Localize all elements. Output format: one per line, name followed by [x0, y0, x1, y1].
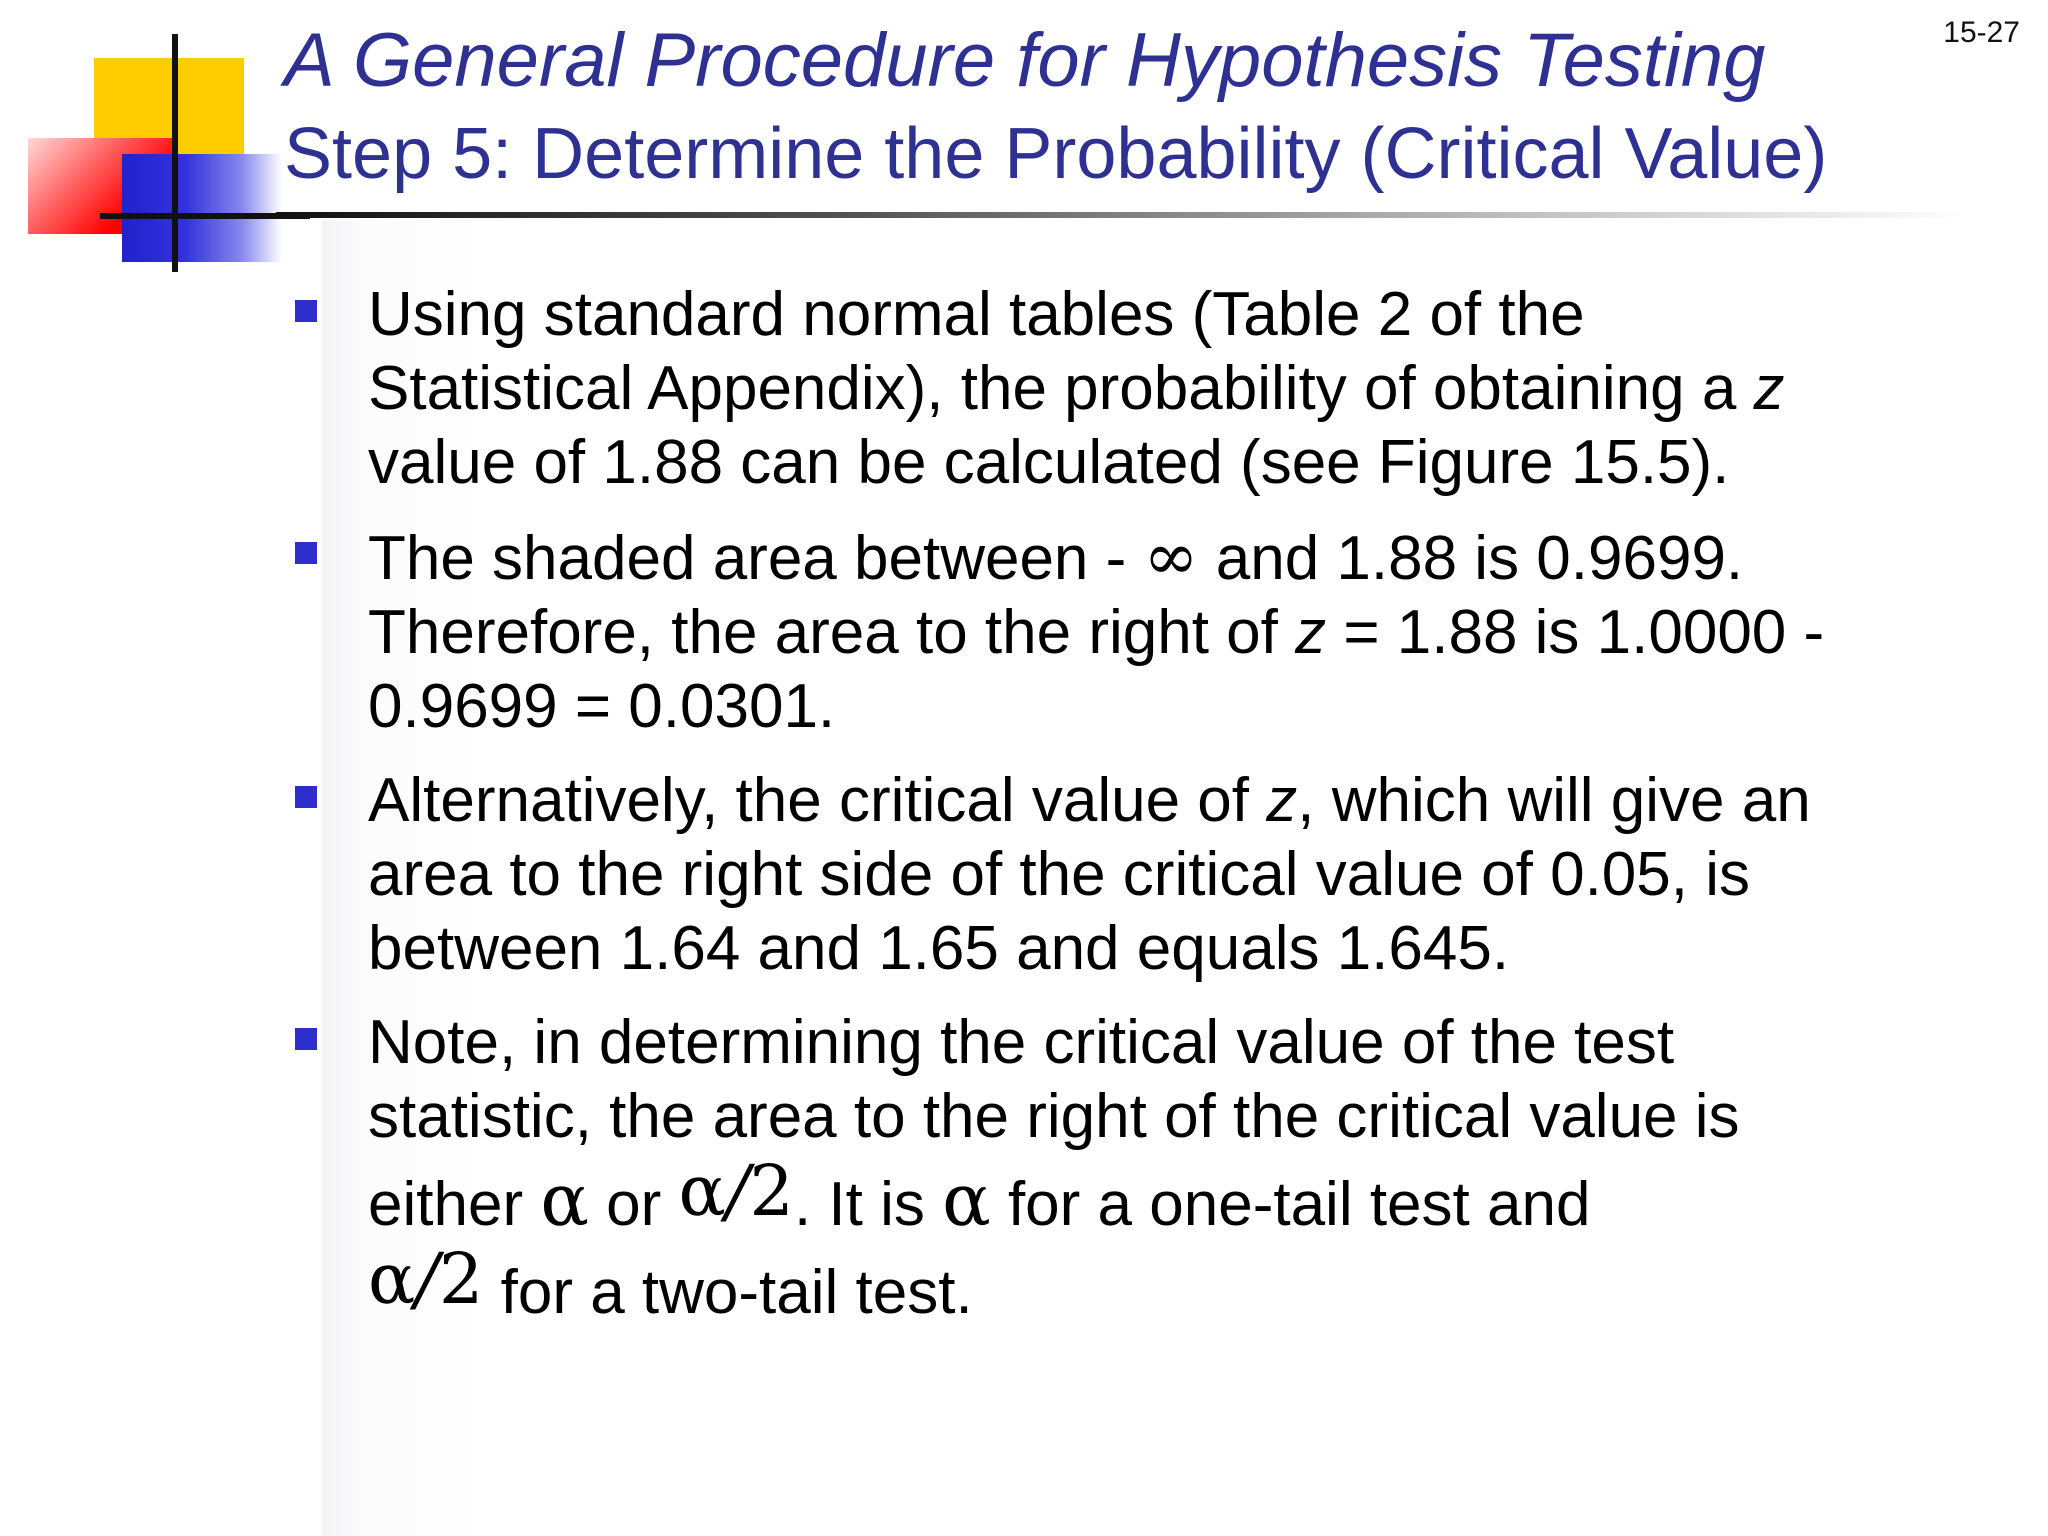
bullet-line: [368, 1150, 2020, 1242]
bullet-square-icon: [295, 786, 317, 808]
title-divider: [276, 212, 1966, 218]
z-variable: z: [1295, 598, 1327, 667]
text: value of 1.88 can be calculated (see Figure 15.5).: [368, 428, 1730, 497]
text: , which will give an: [1297, 766, 1811, 835]
text: = 1.88 is 1.0000 -: [1326, 598, 1825, 667]
fraction-denominator: 2: [749, 1150, 794, 1232]
z-variable: z: [1753, 354, 1785, 423]
slide-title: A General Procedure for Hypothesis Testing: [284, 18, 1766, 103]
text: Note, in determining the critical value of the test: [368, 1008, 1675, 1077]
alpha-symbol: α: [942, 1158, 991, 1242]
bullet-item: [290, 520, 2020, 744]
bullet-item: [290, 1006, 2020, 1330]
bullet-square-icon: [295, 1028, 317, 1050]
bullet-square-icon: [295, 300, 317, 322]
fraction-slash: /: [725, 1150, 750, 1232]
text: Alternatively, the critical value of: [368, 766, 1267, 835]
alpha-symbol: α: [368, 1238, 416, 1320]
text: and 1.88 is 0.9699.: [1198, 524, 1744, 593]
alpha-symbol: α: [678, 1150, 726, 1232]
bullet-list: [290, 278, 2020, 1350]
alpha-over-two: [368, 1238, 484, 1320]
text: 0.9699 = 0.0301.: [368, 672, 836, 741]
bullet-line: [368, 596, 2020, 670]
alpha-symbol: α: [540, 1158, 589, 1242]
alpha-over-two: [678, 1150, 794, 1232]
page-number: 15-27: [1943, 16, 2020, 49]
text: for a one-tail test and: [990, 1170, 1591, 1239]
bullet-line: [368, 278, 2020, 352]
bullet-square-icon: [295, 542, 317, 564]
bullet-line: [368, 1006, 2020, 1080]
bullet-line: [368, 1080, 2020, 1154]
text: Using standard normal tables (Table 2 of the: [368, 280, 1585, 349]
bullet-line: [368, 764, 2020, 838]
text: or: [588, 1170, 679, 1239]
fraction-slash: /: [415, 1238, 439, 1320]
z-variable: z: [1266, 766, 1298, 835]
text: Therefore, the area to the right of: [368, 598, 1296, 667]
text: The shaded area between -: [368, 524, 1144, 593]
text: Statistical Appendix), the probability of obtaining a: [368, 354, 1754, 423]
bullet-item: [290, 278, 2020, 500]
text: . It is: [793, 1170, 943, 1239]
text: statistic, the area to the right of the critical value is: [368, 1082, 1740, 1151]
text: area to the right side of the critical value of 0.05, is: [368, 840, 1750, 909]
bullet-line: [368, 670, 2020, 744]
bullet-line: [368, 912, 2020, 986]
logo-blue-square: [122, 154, 282, 262]
text: either: [368, 1170, 541, 1239]
text: between 1.64 and 1.65 and equals 1.645.: [368, 914, 1510, 983]
slide-subtitle: Step 5: Determine the Probability (Critical Value): [284, 114, 1828, 194]
fraction-denominator: 2: [438, 1238, 484, 1320]
bullet-line: [368, 426, 2020, 500]
text: for a two-tail test.: [483, 1258, 973, 1327]
bullet-line: [368, 352, 2020, 426]
infinity-symbol: ∞: [1143, 518, 1199, 595]
bullet-line: [368, 1238, 2020, 1330]
bullet-line: [368, 520, 2020, 596]
bullet-line: [368, 838, 2020, 912]
bullet-item: [290, 764, 2020, 986]
decorative-logo: [0, 0, 300, 280]
logo-vertical-line: [172, 34, 178, 272]
